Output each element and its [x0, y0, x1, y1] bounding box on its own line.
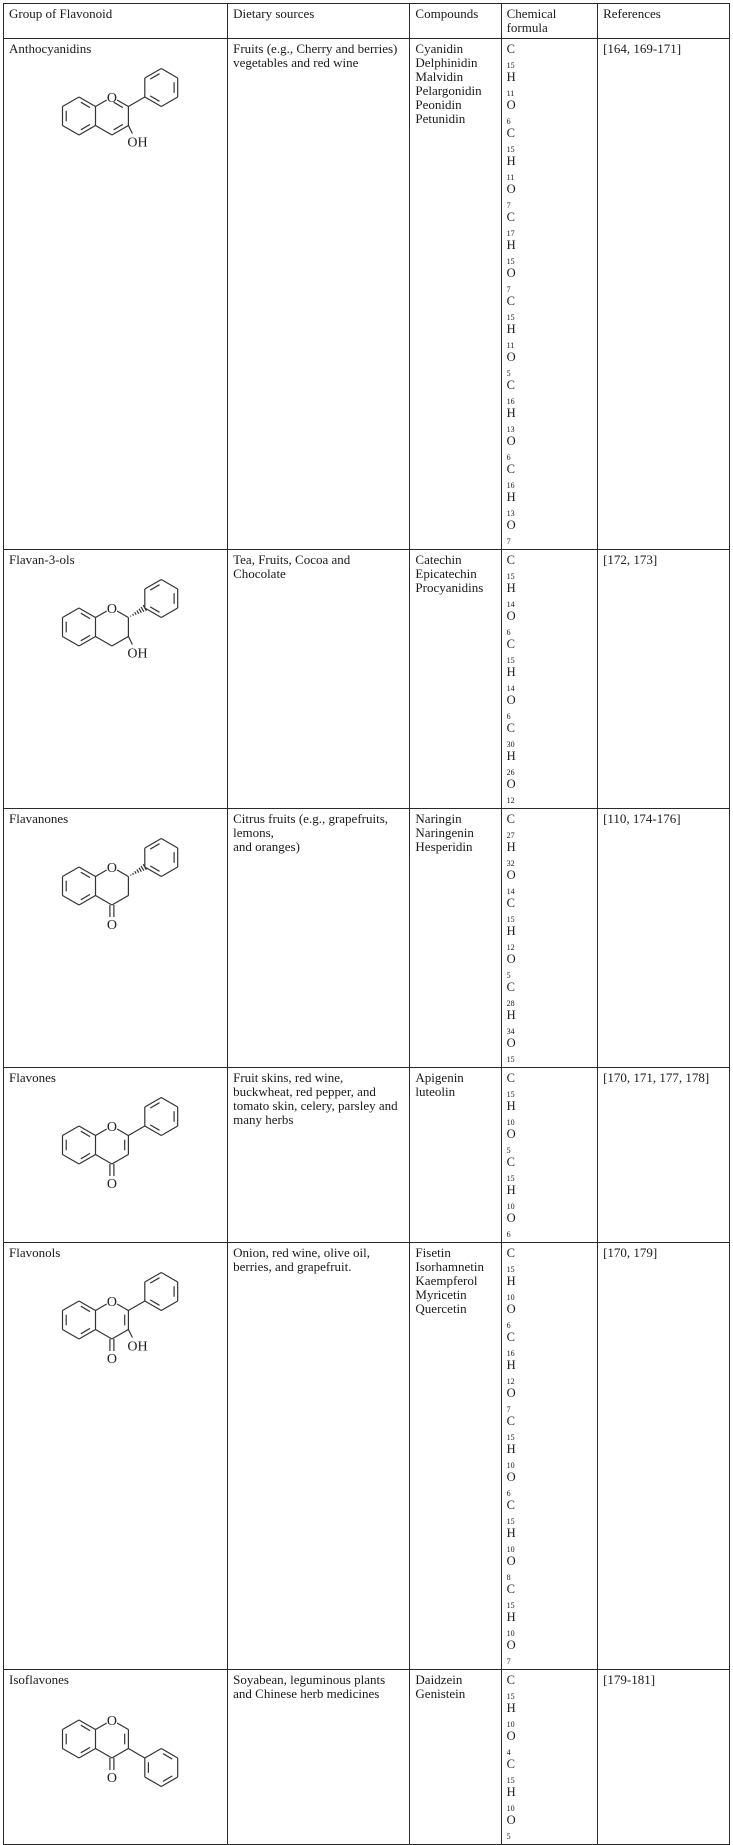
svg-text:O: O [107, 602, 117, 617]
group-name: Flavones [9, 1071, 222, 1085]
dietary-sources-cell: Tea, Fruits, Cocoa and Chocolate [228, 550, 410, 809]
chemical-formula: C $_{15}$ H $_{10}$ O $_7$ [507, 1582, 593, 1666]
compound-name: Cyanidin [415, 42, 495, 56]
group-name: Flavan-3-ols [9, 553, 222, 567]
compound-name: Epicatechin [415, 567, 495, 581]
group-cell [4, 39, 228, 550]
references-cell: [172, 173] [598, 550, 730, 809]
group-name: Isoflavones [9, 1673, 222, 1687]
chemical-formula: C $_{15}$ H $_{10}$ O $_4$ [507, 1673, 593, 1757]
references-cell: [110, 174-176] [598, 809, 730, 1068]
table-row [4, 550, 730, 809]
compound-name: luteolin [415, 1085, 495, 1099]
formula-cell [501, 1068, 598, 1243]
formula-cell [501, 1670, 598, 1845]
svg-text:OH: OH [127, 1340, 147, 1355]
compound-name: Naringin [415, 812, 495, 826]
chemical-formula: C $_{30}$ H $_{26}$ O $_{12}$ [507, 721, 593, 805]
compounds-cell [410, 550, 501, 809]
chemical-formula: C $_{15}$ H $_{11}$ O $_7$ [507, 126, 593, 210]
flavan-3-ol-structure-icon [9, 569, 222, 659]
flavone-structure-icon [9, 1087, 222, 1199]
header-compounds: Compounds [410, 4, 501, 39]
chemical-formula: C $_{15}$ H $_{10}$ O $_6$ [507, 1155, 593, 1239]
compound-name: Procyanidins [415, 581, 495, 595]
dietary-source-line: Citrus fruits (e.g., grapefruits, [233, 812, 404, 826]
compound-name: Delphinidin [415, 56, 495, 70]
chemical-formula: C $_{16}$ H $_{13}$ O $_6$ [507, 378, 593, 462]
references-cell: [179-181] [598, 1670, 730, 1845]
chemical-formula: C $_{16}$ H $_{13}$ O $_7$ [507, 462, 593, 546]
compound-name: Peonidin [415, 98, 495, 112]
chemical-formula: C $_{15}$ H $_{10}$ O $_6$ [507, 1414, 593, 1498]
references-cell: [164, 169-171] [598, 39, 730, 550]
svg-text:O: O [107, 91, 117, 106]
isoflavone-structure-icon [9, 1689, 222, 1801]
chemical-formula: C $_{15}$ H $_{14}$ O $_6$ [507, 553, 593, 637]
compound-name: Malvidin [415, 70, 495, 84]
chemical-formula: C $_{15}$ H $_{11}$ O $_5$ [507, 294, 593, 378]
compounds-cell [410, 809, 501, 1068]
svg-text:O: O [107, 1295, 117, 1310]
svg-text:OH: OH [127, 136, 147, 151]
svg-text:OH: OH [127, 647, 147, 662]
formula-cell [501, 39, 598, 550]
compound-name: Kaempferol [415, 1274, 495, 1288]
chemical-formula: C $_{15}$ H $_{14}$ O $_6$ [507, 637, 593, 721]
table-row [4, 1243, 730, 1670]
chemical-formula: C $_{16}$ H $_{12}$ O $_7$ [507, 1330, 593, 1414]
dietary-sources-cell [228, 809, 410, 1068]
chemical-formula: C $_{15}$ H $_{12}$ O $_5$ [507, 896, 593, 980]
compound-name: Pelargonidin [415, 84, 495, 98]
svg-text:O: O [107, 1120, 117, 1135]
compounds-cell [410, 1670, 501, 1845]
flavanone-structure-icon [9, 828, 222, 940]
group-cell [4, 1068, 228, 1243]
chemical-formula: C $_{28}$ H $_{34}$ O $_{15}$ [507, 980, 593, 1064]
chemical-formula: C $_{27}$ H $_{32}$ O $_{14}$ [507, 812, 593, 896]
header-dietary-sources: Dietary sources [228, 4, 410, 39]
group-cell [4, 809, 228, 1068]
group-cell [4, 1670, 228, 1845]
header-row [4, 4, 730, 39]
compound-name: Naringenin [415, 826, 495, 840]
compound-name: Genistein [415, 1687, 495, 1701]
compound-name: Isorhamnetin [415, 1260, 495, 1274]
chemical-formula: C $_{15}$ H $_{10}$ O $_5$ [507, 1757, 593, 1841]
references-cell: [170, 179] [598, 1243, 730, 1670]
compounds-cell [410, 39, 501, 550]
svg-text:O: O [107, 1352, 117, 1367]
compound-name: Hesperidin [415, 840, 495, 854]
formula-cell [501, 550, 598, 809]
dietary-source-line: lemons, [233, 826, 404, 840]
svg-text:O: O [107, 861, 117, 876]
compound-name: Daidzein [415, 1673, 495, 1687]
anthocyanidin-structure-icon [9, 58, 222, 148]
flavonol-structure-icon [9, 1262, 222, 1374]
svg-text:O: O [107, 1714, 117, 1729]
dietary-sources-cell: Onion, red wine, olive oil, berries, and grapefruit. [228, 1243, 410, 1670]
svg-text:O: O [107, 918, 117, 933]
dietary-sources-cell: Fruit skins, red wine, buckwheat, red pepper, and tomato skin, celery, parsley and many herbs [228, 1068, 410, 1243]
group-name: Flavanones [9, 812, 222, 826]
dietary-sources-cell: Soyabean, leguminous plants and Chinese herb medicines [228, 1670, 410, 1845]
table-row [4, 39, 730, 550]
flavonoid-table [3, 3, 730, 1845]
svg-text:O: O [107, 1771, 117, 1786]
header-chemical-formula: Chemical formula [501, 4, 598, 39]
chemical-formula: C $_{15}$ H $_{10}$ O $_5$ [507, 1071, 593, 1155]
compound-name: Myricetin [415, 1288, 495, 1302]
formula-cell [501, 809, 598, 1068]
group-cell [4, 1243, 228, 1670]
svg-text:O: O [107, 1177, 117, 1192]
group-name: Flavonols [9, 1246, 222, 1260]
formula-cell [501, 1243, 598, 1670]
chemical-formula: C $_{15}$ H $_{11}$ O $_6$ [507, 42, 593, 126]
table-row [4, 1068, 730, 1243]
header-group: Group of Flavonoid [4, 4, 228, 39]
chemical-formula: C $_{17}$ H $_{15}$ O $_7$ [507, 210, 593, 294]
compound-name: Quercetin [415, 1302, 495, 1316]
header-references: References [598, 4, 730, 39]
chemical-formula: C $_{15}$ H $_{10}$ O $_6$ [507, 1246, 593, 1330]
compound-name: Petunidin [415, 112, 495, 126]
group-cell [4, 550, 228, 809]
references-cell: [170, 171, 177, 178] [598, 1068, 730, 1243]
dietary-source-line: and oranges) [233, 840, 404, 854]
compound-name: Catechin [415, 553, 495, 567]
chemical-formula: C $_{15}$ H $_{10}$ O $_8$ [507, 1498, 593, 1582]
compounds-cell [410, 1068, 501, 1243]
table-row [4, 809, 730, 1068]
compound-name: Fisetin [415, 1246, 495, 1260]
compounds-cell [410, 1243, 501, 1670]
table-row [4, 1670, 730, 1845]
compound-name: Apigenin [415, 1071, 495, 1085]
group-name: Anthocyanidins [9, 42, 222, 56]
dietary-sources-cell: Fruits (e.g., Cherry and berries) vegetables and red wine [228, 39, 410, 550]
